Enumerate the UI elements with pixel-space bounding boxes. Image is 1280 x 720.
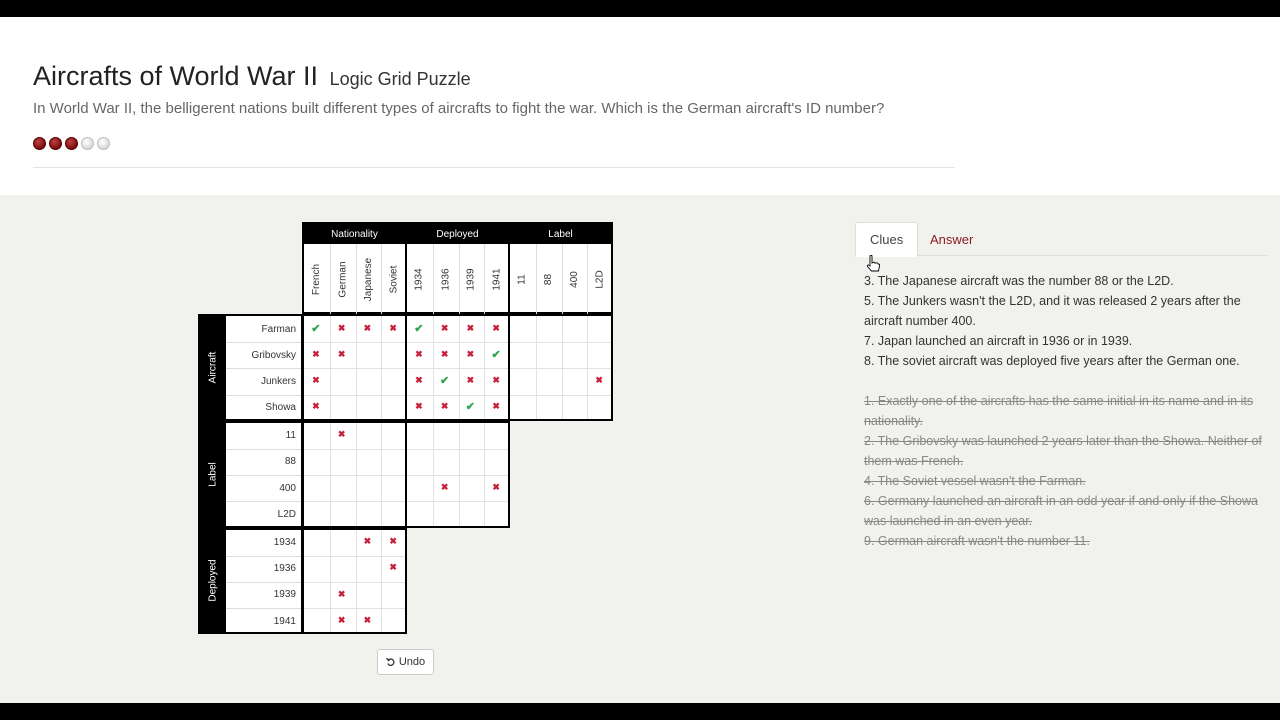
row-group-header (198, 314, 303, 421)
grid-line (459, 423, 460, 526)
row-group-header (198, 528, 303, 635)
row-divider (226, 582, 301, 583)
cross-mark-icon[interactable]: ✖ (389, 536, 397, 547)
cell-block (302, 421, 407, 528)
column-header: 1941 (484, 244, 509, 314)
grid-line (407, 449, 508, 450)
cross-mark-icon[interactable]: ✖ (363, 614, 372, 625)
cross-mark-icon[interactable]: ✖ (389, 322, 397, 333)
cross-mark-icon[interactable]: ✖ (415, 401, 423, 412)
puzzle-description: In World War II, the belligerent nations built different types of aircrafts to fight the war. Which is the German aircraft's ID number? (33, 100, 885, 117)
row-header: Junkers (260, 375, 296, 387)
row-divider (226, 395, 301, 396)
clue-item-done[interactable]: 1. Exactly one of the aircrafts has the same initial in its name and in its nationality. (864, 394, 1254, 428)
cross-mark-icon[interactable]: ✖ (466, 374, 475, 385)
check-mark-icon[interactable]: ✔ (465, 401, 475, 414)
grid-line (536, 316, 537, 419)
page-subtitle: Logic Grid Puzzle (329, 69, 471, 89)
column-header: 400 (562, 244, 587, 314)
clue-item[interactable]: 3. The Japanese aircraft was the number 88 or the L2D. (864, 274, 1174, 288)
row-group-label: Deployed (200, 530, 226, 633)
row-header: 1934 (273, 537, 296, 549)
undo-button[interactable] (377, 649, 434, 675)
row-header: L2D (277, 508, 296, 520)
grid-line (304, 475, 405, 476)
row-header: 1941 (273, 615, 296, 627)
column-group-header (302, 222, 407, 314)
undo-label: Undo (398, 656, 426, 668)
row-group-label: Label (200, 423, 226, 526)
column-header: 1936 (433, 244, 458, 314)
column-header: Japanese (356, 244, 381, 314)
row-header: Showa (265, 402, 296, 414)
tab-clues[interactable]: Clues (855, 222, 918, 257)
grid-line (304, 582, 405, 583)
column-header: German (330, 244, 355, 314)
undo-icon (386, 657, 396, 667)
row-header: 88 (284, 456, 296, 468)
cross-mark-icon[interactable]: ✖ (312, 374, 320, 385)
clue-item[interactable]: 5. The Junkers wasn't the L2D, and it was released 2 years after the aircraft number 400. (864, 294, 1241, 328)
cross-mark-icon[interactable]: ✖ (337, 429, 346, 440)
cross-mark-icon[interactable]: ✖ (337, 588, 346, 599)
row-divider (226, 501, 301, 502)
difficulty-dot-icon (49, 137, 62, 150)
row-divider (226, 608, 301, 609)
cross-mark-icon[interactable]: ✖ (415, 348, 423, 359)
cross-mark-icon[interactable]: ✖ (440, 481, 449, 492)
cross-mark-icon[interactable]: ✖ (312, 348, 320, 359)
mouse-cursor-icon (866, 255, 880, 275)
clue-item-done[interactable]: 4. The Soviet vessel wasn't the Farman. (864, 474, 1086, 488)
clue-item[interactable]: 8. The soviet aircraft was deployed five years after the German one. (864, 354, 1240, 368)
difficulty-dot-icon (33, 137, 46, 150)
column-group-header (405, 222, 510, 314)
difficulty-dot-icon (81, 137, 94, 150)
cross-mark-icon[interactable]: ✖ (466, 322, 475, 333)
clue-item-done[interactable]: 9. German aircraft wasn't the number 11. (864, 534, 1090, 548)
row-header: 11 (285, 430, 296, 442)
cross-mark-icon[interactable]: ✖ (415, 374, 423, 385)
top-bar (0, 0, 1280, 17)
clue-item-done[interactable]: 2. The Gribovsky was launched 2 years later than the Showa. Neither of them was French. (864, 434, 1262, 468)
check-mark-icon[interactable]: ✔ (440, 374, 450, 387)
column-header: 11 (516, 273, 528, 285)
column-group-label: Nationality (304, 224, 405, 244)
cross-mark-icon[interactable]: ✖ (440, 322, 449, 333)
column-header: 1934 (414, 267, 425, 291)
grid-line (562, 316, 563, 419)
grid-line (407, 501, 508, 502)
row-header: 1939 (273, 589, 296, 601)
cross-mark-icon[interactable]: ✖ (337, 322, 346, 333)
column-header: 1939 (459, 244, 484, 314)
cross-mark-icon[interactable]: ✖ (492, 481, 500, 492)
cross-mark-icon[interactable]: ✖ (312, 401, 320, 412)
row-divider (226, 556, 301, 557)
cross-mark-icon[interactable]: ✖ (389, 562, 397, 573)
grid-line (304, 501, 405, 502)
page-title (33, 61, 471, 92)
tab-answer[interactable]: Answer (930, 232, 974, 247)
grid-line (381, 423, 382, 526)
puzzle-header (0, 17, 1280, 195)
cross-mark-icon[interactable]: ✖ (363, 536, 372, 547)
check-mark-icon[interactable]: ✔ (311, 322, 321, 335)
grid-line (356, 423, 357, 526)
difficulty-dot-icon (65, 137, 78, 150)
row-divider (226, 449, 301, 450)
column-header: French (311, 263, 322, 295)
column-group-header (508, 222, 613, 314)
bottom-bar (0, 703, 1280, 720)
divider (33, 167, 955, 168)
cross-mark-icon[interactable]: ✖ (466, 348, 475, 359)
cross-mark-icon[interactable]: ✖ (337, 348, 346, 359)
title-text: Aircrafts of World War II (33, 61, 319, 91)
row-header: 400 (279, 482, 296, 494)
cross-mark-icon[interactable]: ✖ (337, 614, 346, 625)
column-header: 88 (536, 244, 561, 314)
check-mark-icon[interactable]: ✔ (491, 348, 501, 361)
grid-line (510, 342, 611, 343)
cross-mark-icon[interactable]: ✖ (440, 401, 449, 412)
column-group-label: Label (510, 224, 611, 244)
row-group-label: Aircraft (200, 316, 226, 419)
cross-mark-icon[interactable]: ✖ (595, 374, 603, 385)
difficulty-rating (33, 137, 110, 150)
grid-line (510, 395, 611, 396)
row-group-header (198, 421, 303, 528)
clue-item-done[interactable]: 6. Germany launched an aircraft in an odd year if and only if the Showa was launched in an even year. (864, 494, 1258, 528)
row-header: 1936 (273, 563, 296, 575)
difficulty-dot-icon (97, 137, 110, 150)
check-mark-icon[interactable]: ✔ (414, 322, 424, 335)
cross-mark-icon[interactable]: ✖ (492, 401, 500, 412)
cross-mark-icon[interactable]: ✖ (363, 322, 372, 333)
clue-item[interactable]: 7. Japan launched an aircraft in 1936 or in 1939. (864, 334, 1133, 348)
clue-tabs (855, 222, 1267, 256)
cross-mark-icon[interactable]: ✖ (440, 348, 449, 359)
column-header: L2D (587, 244, 612, 314)
column-group-label: Deployed (407, 224, 508, 244)
cross-mark-icon[interactable]: ✖ (492, 374, 500, 385)
row-header: Farman (261, 323, 296, 335)
clue-list (864, 271, 1264, 551)
row-divider (226, 368, 301, 369)
row-header: Gribovsky (251, 349, 296, 361)
column-header: Soviet (381, 244, 406, 314)
cross-mark-icon[interactable]: ✖ (492, 322, 500, 333)
row-divider (226, 475, 301, 476)
grid-line (304, 449, 405, 450)
row-divider (226, 342, 301, 343)
